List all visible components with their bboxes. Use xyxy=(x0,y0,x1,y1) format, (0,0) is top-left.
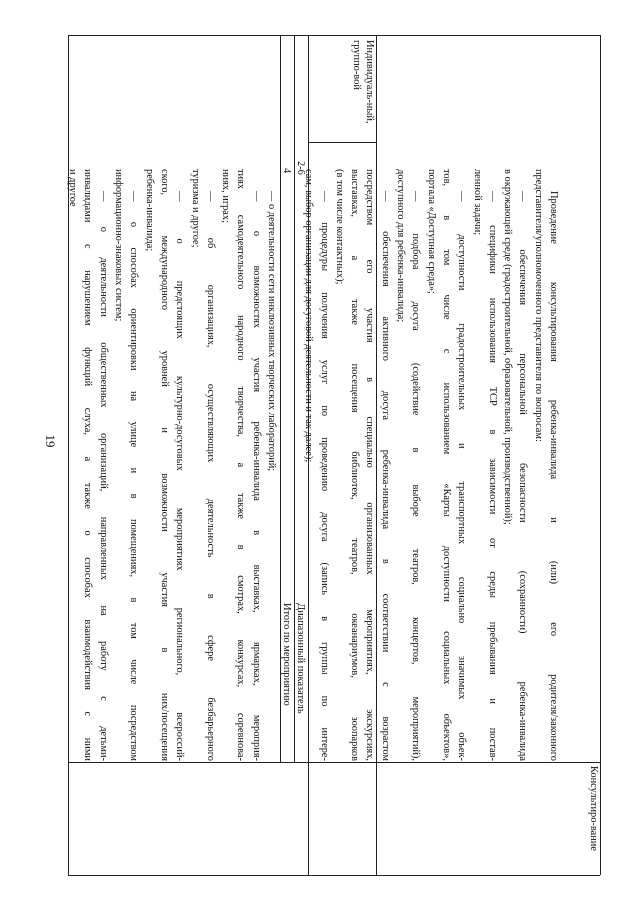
range-label: Диапазонный показатель xyxy=(295,603,306,714)
text-line: информационно-знаковых систем; xyxy=(113,169,125,322)
total-label: Итого по мероприятию xyxy=(281,603,292,706)
page-number: 19 xyxy=(43,434,58,448)
text-line: выставках, а также посещения библиотек, театров, океанариумов, зоопарков xyxy=(349,169,361,761)
row-a-content xyxy=(65,169,279,761)
table-border-right xyxy=(600,35,601,875)
text-line: — обеспечения активного досуга ребенка-инвалида в соответствии с возрастом xyxy=(379,191,391,761)
text-line: — обеспечения персональной безопасности (сохранности) ребенка-инвалида xyxy=(517,191,529,761)
summary-divider xyxy=(308,142,376,143)
text-line: — специфики использования ТСР в зависимости от среды пребывания и постав- xyxy=(486,191,498,761)
service-form: Индивидуаль-ный, группо-вой xyxy=(351,40,375,124)
text-line: — о способах ориентировки на улице и в помещениях, в том числе посредством xyxy=(128,191,140,761)
text-line: тиях самодеятельного народного творчества, а также в смотрах, конкурсах, соревнова- xyxy=(235,169,247,761)
table-border-top xyxy=(68,35,600,36)
text-line: туризма и другое; xyxy=(189,169,201,248)
text-line: представителя/уполномоченного представителя по вопросам: xyxy=(532,169,544,442)
text-line: — о деятельности сети инклюзивных творческих лабораторий; xyxy=(266,191,277,472)
text-line: — о предстоящих культурно-досуговых мероприятиях регионального, всероссий- xyxy=(174,191,186,761)
text-line: ребенка-инвалида; xyxy=(143,169,155,252)
text-line: (в том числе контактных); xyxy=(333,169,345,285)
text-line: сам, выбор организации для досуговой деятельности и так далее); xyxy=(303,169,315,463)
text-line: — доступности градостроительных и транспортных социально значимых объек- xyxy=(456,191,468,761)
table-border-bottom xyxy=(68,875,600,876)
text-line: и другое xyxy=(67,169,79,207)
text-line: посредством его участия в специально организованных мероприятиях, экскурсиях, xyxy=(364,169,376,761)
document-table xyxy=(68,35,600,875)
text-line: тов, в том числе с использованием «Карты доступности социальных объектов», xyxy=(440,169,452,761)
text-line: — об организациях, осуществляющих деятельность в сфере безбарьерного xyxy=(204,191,216,761)
text-line: в окружающей среде (градостроительной, образовательной, производственной); xyxy=(502,169,514,525)
text-line: доступного для ребенка-инвалида; xyxy=(395,169,407,323)
text-line: — процедуры получения услуг по проведению досуга (запись в группы по интере- xyxy=(318,191,330,761)
service-name: Консультиро-вание xyxy=(588,766,599,851)
text-line: ниях, играх; xyxy=(220,169,232,224)
range-value: 2-6 xyxy=(295,161,306,175)
text-line: — о возможностях участия ребенка-инвалида в выставках, ярмарках, мероприя- xyxy=(250,191,262,761)
text-line: — подбора досуга (содействие в выборе театров, концертов, мероприятий), xyxy=(410,191,422,761)
text-line: ленной задачи; xyxy=(471,169,483,236)
text-line: инвалидами с нарушением функций слуха, а также о способах взаимодействия с ними xyxy=(82,169,94,761)
text-line: ского, международного уровней и возможности участия в них/посещения xyxy=(158,169,170,761)
text-line: портала «Доступная среда»; xyxy=(425,169,437,294)
text-line: — о деятельности общественных организаций, направленных на работу с детьми- xyxy=(97,191,109,761)
row-b-content xyxy=(301,169,561,761)
total-value: 4 xyxy=(281,168,292,174)
text-line: Проведение консультирования ребенка-инвалида и (или) его родителя/законного xyxy=(548,191,559,761)
row-divider xyxy=(68,762,600,763)
